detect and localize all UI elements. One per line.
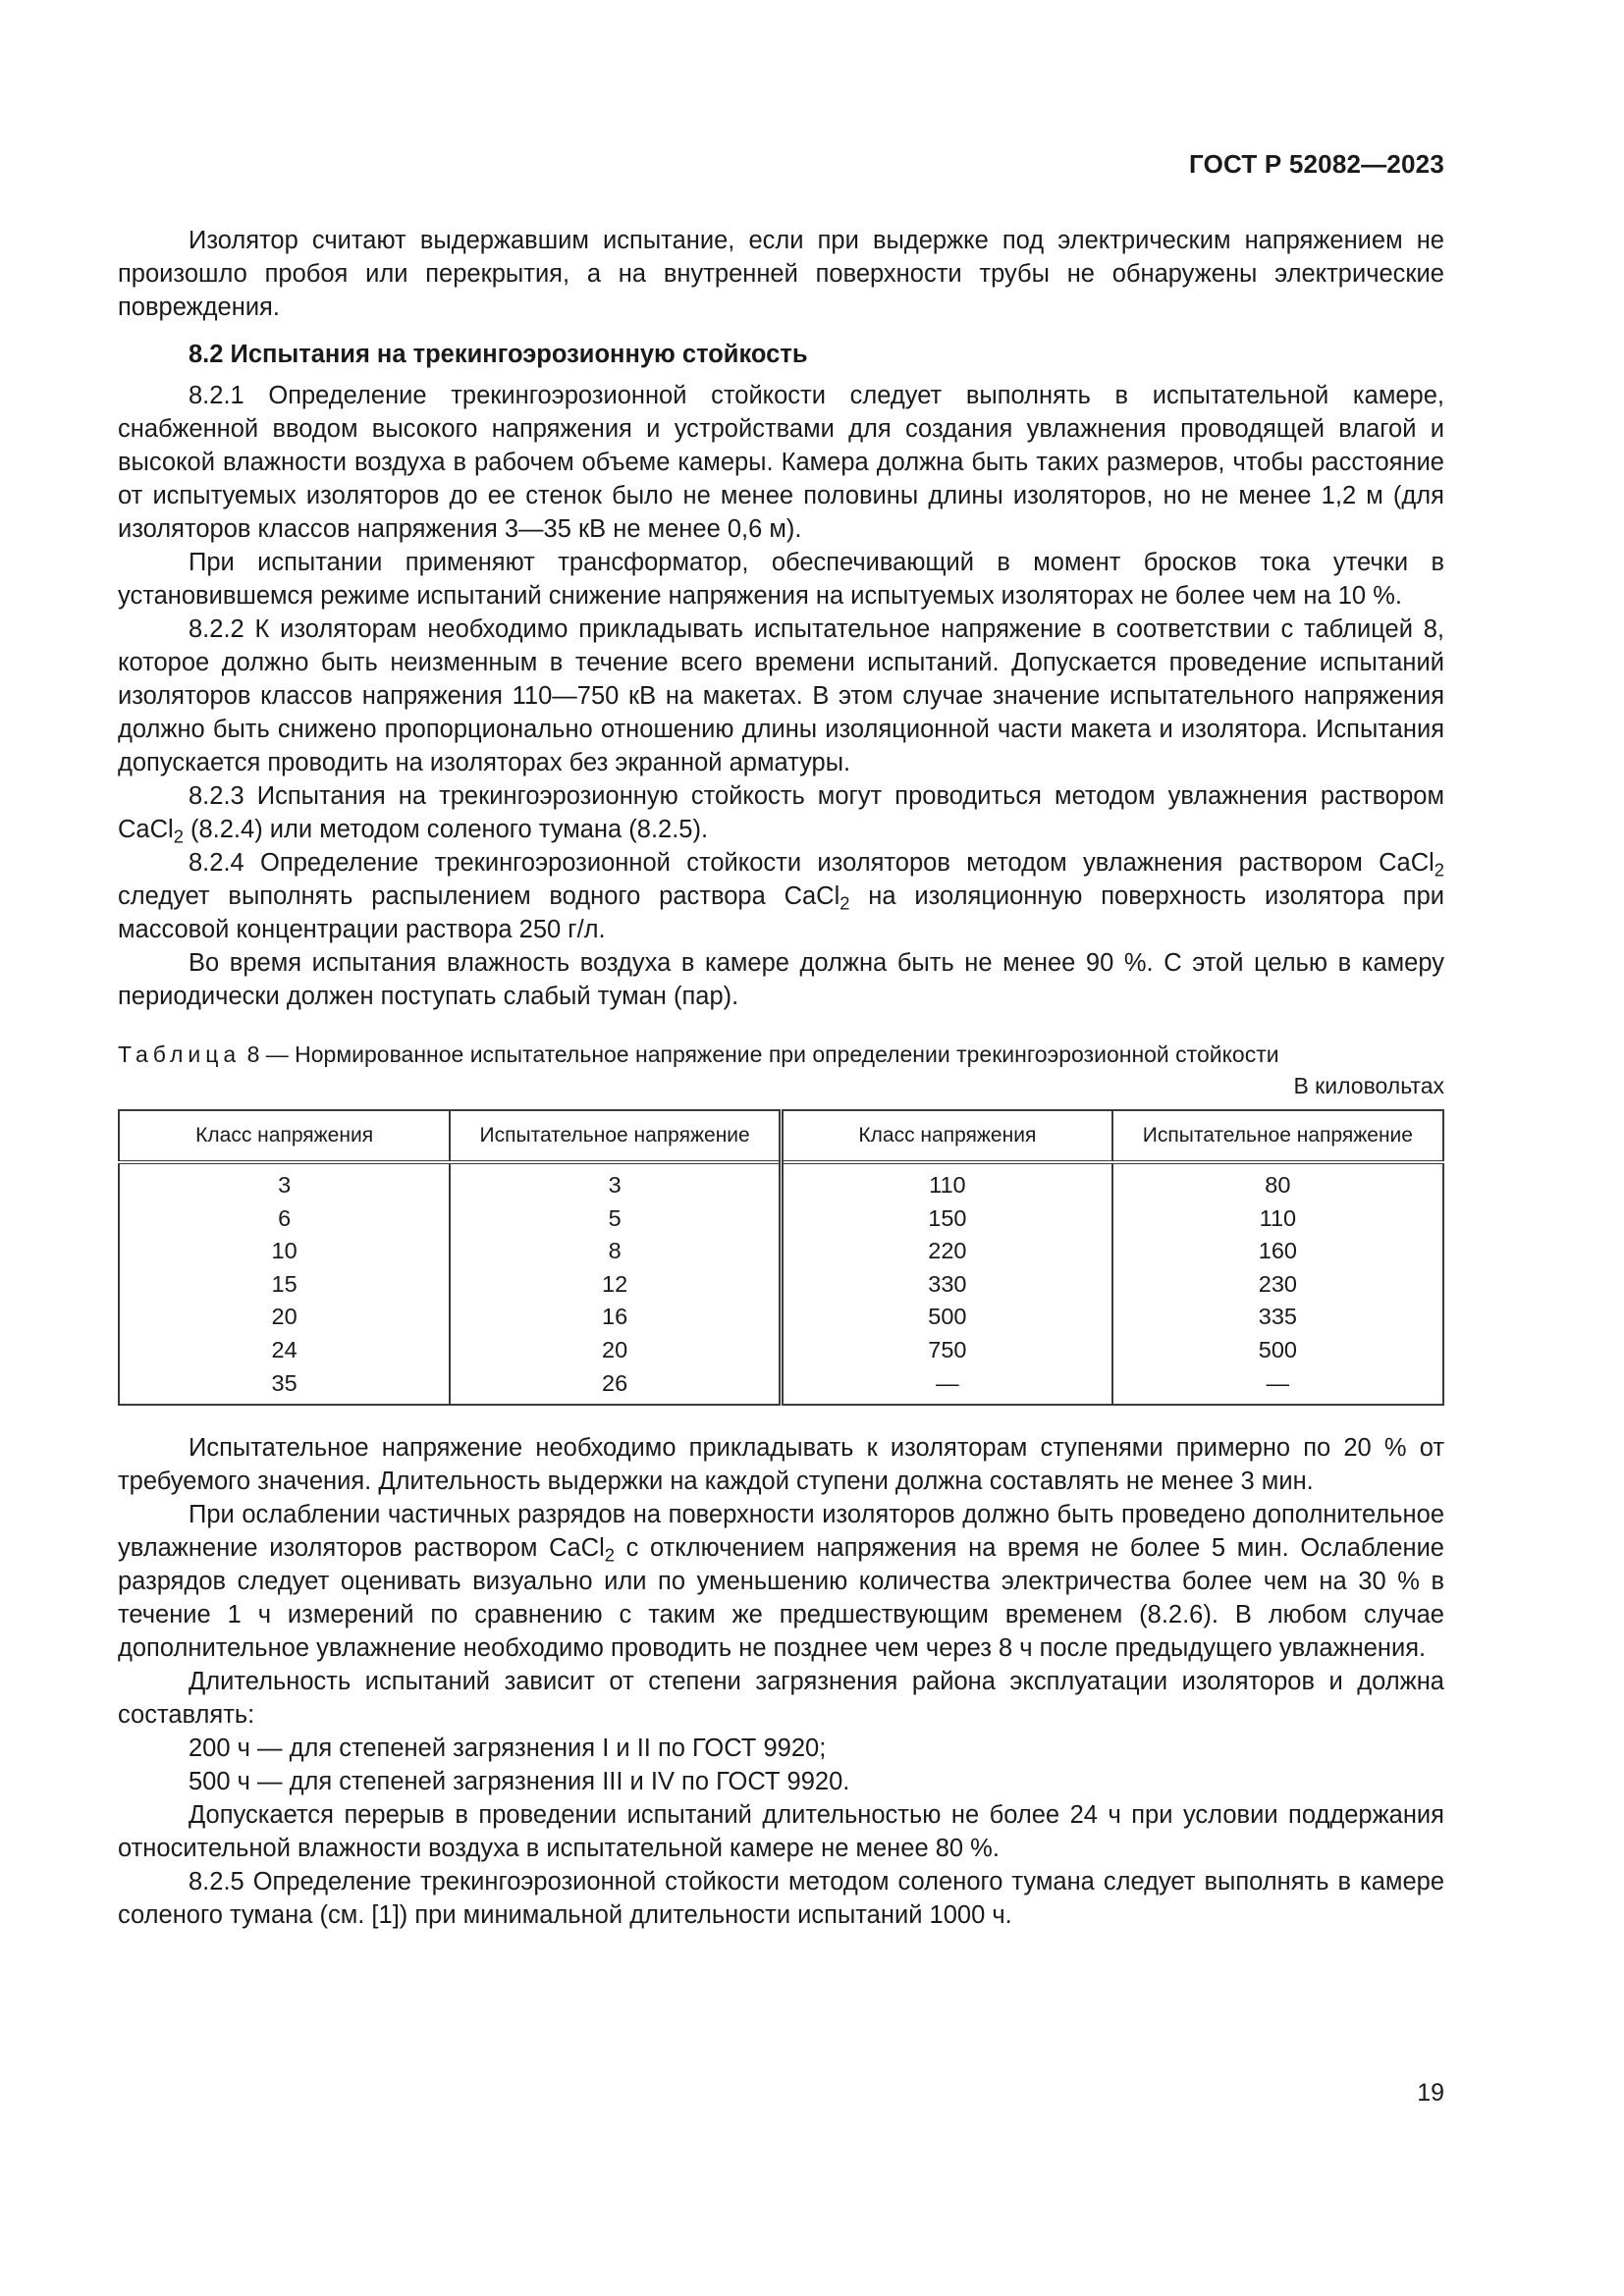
table-cell: 110: [782, 1162, 1112, 1202]
table-cell: 220: [782, 1235, 1112, 1268]
table-cell: —: [782, 1367, 1112, 1406]
document-body: [118, 224, 1444, 1932]
paragraph-transformer: При испытании применяют трансформатор, обеспечивающий в момент бросков тока утечки в установившемся режиме испытаний снижение напряжения на испытуемых изоляторах не более чем на 10 %.: [118, 549, 1444, 610]
table-row: [119, 1334, 1443, 1367]
text-segment: При ослаблении частичных разрядов на поверхности изоляторов должно быть проведено дополнительное увлажнение изоляторов раствором CaCl: [118, 1501, 1444, 1563]
table-units: В киловольтах: [1293, 1073, 1444, 1098]
table-cell: 750: [782, 1334, 1112, 1367]
subscript: 2: [839, 892, 850, 914]
column-header: Испытательное напряжение: [450, 1110, 781, 1162]
text-segment: с отключением напряжения на время не более 5 мин. Ослабление разрядов следует оценивать визуально или по уменьшению количества электричества более чем на 30 % в течение 1 ч измерений по сравнению с таким же предшествующим временем (8.2.6). В любом случае дополнительное увлажнение необходимо проводить не позднее чем через 8 ч после предыдущего увлажнения.: [118, 1534, 1444, 1663]
paragraph-8-2-3: [118, 779, 1444, 846]
table-8: [118, 1109, 1444, 1406]
table-cell: 335: [1112, 1301, 1443, 1334]
table-row: [119, 1202, 1443, 1236]
table-header-row: [119, 1110, 1443, 1162]
table-cell: 3: [450, 1162, 781, 1202]
table-cell: 8: [450, 1235, 781, 1268]
text-segment: 8.2.4 Определение трекингоэрозионной стойкости изоляторов методом увлажнения раствором CaCl: [189, 849, 1435, 877]
text-segment: 8.2.3 Испытания на трекингоэрозионную стойкость могут проводиться методом увлажнения раствором CaCl: [118, 782, 1444, 843]
table-cell: 15: [119, 1268, 450, 1302]
table-cell: 500: [782, 1301, 1112, 1334]
table-row: [119, 1162, 1443, 1202]
standard-number-header: ГОСТ Р 52082—2023: [1189, 149, 1444, 179]
paragraph-8-2-2: 8.2.2 К изоляторам необходимо прикладывать испытательное напряжение в соответствии с таблицей 8, которое должно быть неизменным в течение всего времени испытаний. Допускается проведение испытаний изоляторов классов напряжения 110—750 кВ на макетах. В этом случае значение испытательного напряжения должно быть снижено пропорционально отношению длины изоляционной части макета и изолятора. Испытания допускается проводить на изоляторах без экранной арматуры.: [118, 615, 1444, 776]
table-cell: 35: [119, 1367, 450, 1406]
table-cell: 160: [1112, 1235, 1443, 1268]
table-cell: 3: [119, 1162, 450, 1202]
table-cell: 12: [450, 1268, 781, 1302]
table-cell: 24: [119, 1334, 450, 1367]
table-cell: 500: [1112, 1334, 1443, 1367]
text-segment: (8.2.4) или методом соленого тумана (8.2.5).: [183, 816, 709, 843]
page-number: 19: [1417, 2079, 1444, 2107]
subscript: 2: [1434, 859, 1444, 881]
table-caption-text: 8 — Нормированное испытательное напряжение при определении трекингоэрозионной стойкости: [241, 1041, 1279, 1067]
paragraph-500h: 500 ч — для степеней загрязнения III и IV по ГОСТ 9920.: [189, 1768, 850, 1796]
paragraph-humidity: Во время испытания влажность воздуха в камере должна быть не менее 90 %. С этой целью в камеру периодически должен поступать слабый туман (пар).: [118, 949, 1444, 1010]
paragraph-8-2-4: [118, 846, 1444, 946]
table-cell: —: [1112, 1367, 1443, 1406]
table-caption-label: Таблица: [118, 1041, 242, 1067]
table-cell: 16: [450, 1301, 781, 1334]
table-cell: 20: [450, 1334, 781, 1367]
paragraph-intro: Изолятор считают выдержавшим испытание, если при выдержке под электрическим напряжением не произошло пробоя или перекрытия, а на внутренней поверхности трубы не обнаружены электрические повреждения.: [118, 227, 1444, 321]
subscript: 2: [173, 826, 184, 847]
table-row: [119, 1268, 1443, 1302]
column-header: Класс напряжения: [119, 1110, 450, 1162]
paragraph-8-2-5: 8.2.5 Определение трекингоэрозионной стойкости методом соленого тумана следует выполнять в камере соленого тумана (см. [1]) при минимальной длительности испытаний 1000 ч.: [118, 1868, 1444, 1930]
table-cell: 10: [119, 1235, 450, 1268]
table-cell: 330: [782, 1268, 1112, 1302]
paragraph-voltage-steps: Испытательное напряжение необходимо прикладывать к изоляторам ступенями примерно по 20 % от требуемого значения. Длительность выдержки на каждой ступени должна составлять не менее 3 мин.: [118, 1434, 1444, 1496]
paragraph-duration: Длительность испытаний зависит от степени загрязнения района эксплуатации изоляторов и должна составлять:: [118, 1668, 1444, 1730]
section-heading-8-2: 8.2 Испытания на трекингоэрозионную стойкость: [189, 341, 808, 368]
column-header: Класс напряжения: [782, 1110, 1112, 1162]
table-row: [119, 1235, 1443, 1268]
paragraph-8-2-1: 8.2.1 Определение трекингоэрозионной стойкости следует выполнять в испытательной камере, снабженной вводом высокого напряжения и устройствами для создания увлажнения проводящей влагой и высокой влажности воздуха в рабочем объеме камеры. Камера должна быть таких размеров, чтобы расстояние от испытуемых изоляторов до ее стенок было не менее половины длины изоляторов, но не менее 1,2 м (для изоляторов классов напряжения 3—35 кВ не менее 0,6 м).: [118, 382, 1444, 543]
table-cell: 150: [782, 1202, 1112, 1236]
paragraph-discharge-weakening: [118, 1498, 1444, 1665]
text-segment: на изоляционную поверхность изолятора при массовой концентрации раствора 250 г/л.: [118, 882, 1444, 943]
paragraph-200h: 200 ч — для степеней загрязнения I и II по ГОСТ 9920;: [189, 1735, 827, 1763]
table-cell: 5: [450, 1202, 781, 1236]
table-cell: 80: [1112, 1162, 1443, 1202]
subscript: 2: [604, 1544, 615, 1566]
column-header: Испытательное напряжение: [1112, 1110, 1443, 1162]
table-cell: 230: [1112, 1268, 1443, 1302]
table-cell: 110: [1112, 1202, 1443, 1236]
text-segment: следует выполнять распылением водного раствора CaCl: [118, 882, 840, 910]
table-cell: 6: [119, 1202, 450, 1236]
table-cell: 20: [119, 1301, 450, 1334]
paragraph-break: Допускается перерыв в проведении испытаний длительностью не более 24 ч при условии поддержания относительной влажности воздуха в испытательной камере не менее 80 %.: [118, 1801, 1444, 1863]
table-row: [119, 1367, 1443, 1406]
table-caption: [118, 1039, 1444, 1070]
table-cell: 26: [450, 1367, 781, 1406]
table-row: [119, 1301, 1443, 1334]
